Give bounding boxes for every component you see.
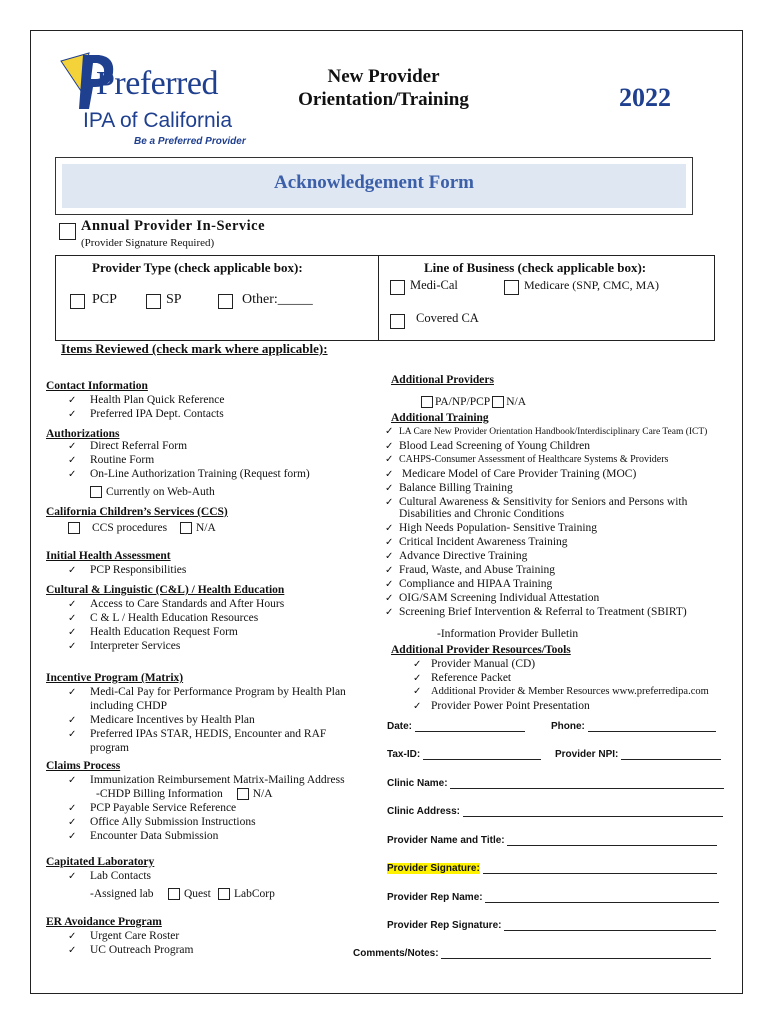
pa-checkbox[interactable] <box>421 396 433 408</box>
check-icon[interactable]: ✓ <box>385 497 394 508</box>
auth-item-1: Direct Referral Form <box>90 440 188 452</box>
other-label[interactable]: Other:_____ <box>242 292 313 307</box>
resources-title: Additional Provider Resources/Tools <box>391 644 571 656</box>
training-item-1: LA Care New Provider Orientation Handbook/Interdisciplinary Care Team (ICT) <box>399 427 708 437</box>
check-icon[interactable]: ✓ <box>413 659 422 670</box>
claims-item-1b: -CHDP Billing Information <box>96 788 223 800</box>
check-icon[interactable]: ✓ <box>385 523 394 534</box>
ccs-checkbox[interactable] <box>68 522 80 534</box>
incentive-item-3a: Preferred IPAs STAR, HEDIS, Encounter and RAF <box>90 728 327 740</box>
medicare-checkbox[interactable] <box>504 280 519 295</box>
comments-field[interactable]: Comments/Notes: <box>353 948 711 959</box>
claims-item-3: Office Ally Submission Instructions <box>90 816 256 828</box>
incentive-item-1b: including CHDP <box>90 700 167 712</box>
annual-label: Annual Provider In-Service <box>81 218 266 234</box>
cl-item-3: Health Education Request Form <box>90 626 238 638</box>
clinic-address-field[interactable]: Clinic Address: <box>387 806 723 817</box>
check-icon[interactable]: ✓ <box>68 945 77 956</box>
logo-brand: Preferred <box>96 65 218 102</box>
contact-title: Contact Information <box>46 380 148 392</box>
pa-label: PA/NP/PCP <box>435 396 491 408</box>
resource-item-2: Reference Packet <box>431 672 512 684</box>
check-icon[interactable]: ✓ <box>385 454 394 465</box>
training-item-7: High Needs Population- Sensitive Training <box>399 522 598 534</box>
training-item-10: Fraud, Waste, and Abuse Training <box>399 564 556 576</box>
provider-lob-box <box>55 255 715 341</box>
contact-item-2: Preferred IPA Dept. Contacts <box>90 408 224 420</box>
check-icon[interactable]: ✓ <box>385 593 394 604</box>
check-icon[interactable]: ✓ <box>68 455 77 466</box>
items-reviewed-heading: Items Reviewed (check mark where applicable): <box>61 341 328 356</box>
ccs-title: California Children’s Services (CCS) <box>46 506 228 518</box>
check-icon[interactable]: ✓ <box>68 871 77 882</box>
medical-label: Medi-Cal <box>410 278 458 292</box>
cl-item-2: C & L / Health Education Resources <box>90 612 259 624</box>
training-item-4: Medicare Model of Care Provider Training (MOC) <box>399 468 637 480</box>
check-icon[interactable]: ✓ <box>385 441 394 452</box>
training-item-8: Critical Incident Awareness Training <box>399 536 568 548</box>
pcp-label: PCP <box>92 292 117 307</box>
check-icon[interactable]: ✓ <box>68 627 77 638</box>
taxid-field[interactable]: Tax-ID: <box>387 749 541 760</box>
covered-checkbox[interactable] <box>390 314 405 329</box>
chdp-na-checkbox[interactable] <box>237 788 249 800</box>
sp-checkbox[interactable] <box>146 294 161 309</box>
training-item-13: Screening Brief Intervention & Referral to Treatment (SBIRT) <box>399 606 687 618</box>
claims-title: Claims Process <box>46 760 121 772</box>
resource-item-1: Provider Manual (CD) <box>431 658 536 670</box>
er-item-1: Urgent Care Roster <box>90 930 180 942</box>
auth-item-3: On-Line Authorization Training (Request form) <box>90 468 310 480</box>
annual-checkbox[interactable] <box>59 223 76 240</box>
npi-field[interactable]: Provider NPI: <box>555 749 721 760</box>
claims-item-4: Encounter Data Submission <box>90 830 219 842</box>
incentive-item-3b: program <box>90 742 129 754</box>
lab-labcorp: LabCorp <box>234 888 275 900</box>
training-item-12: OIG/SAM Screening Individual Attestation <box>399 592 600 604</box>
check-icon[interactable]: ✓ <box>68 831 77 842</box>
training-item-3: CAHPS-Consumer Assessment of Healthcare Systems & Providers <box>399 454 669 465</box>
phone-field[interactable]: Phone: <box>551 721 716 732</box>
cl-item-4: Interpreter Services <box>90 640 181 652</box>
provider-signature-field[interactable]: Provider Signature: <box>387 863 717 874</box>
date-field[interactable]: Date: <box>387 721 525 732</box>
rep-name-field[interactable]: Provider Rep Name: <box>387 892 719 903</box>
form-page <box>30 30 743 994</box>
check-icon[interactable]: ✓ <box>413 686 422 697</box>
ccs-na-checkbox[interactable] <box>180 522 192 534</box>
banner-box <box>55 157 693 215</box>
auth-item-2: Routine Form <box>90 454 155 466</box>
ccs-opt1: CCS procedures <box>92 522 168 534</box>
check-icon[interactable]: ✓ <box>68 599 77 610</box>
labcorp-checkbox[interactable] <box>218 888 230 900</box>
check-icon[interactable]: ✓ <box>385 607 394 618</box>
clinic-name-field[interactable]: Clinic Name: <box>387 778 724 789</box>
resource-item-4: Provider Power Point Presentation <box>431 700 590 712</box>
additional-training-title: Additional Training <box>391 412 489 424</box>
bulletin: -Information Provider Bulletin <box>437 628 579 640</box>
incentive-title: Incentive Program (Matrix) <box>46 672 184 684</box>
lab-assigned: -Assigned lab <box>90 888 154 900</box>
claims-item-1: Immunization Reimbursement Matrix-Mailing Address <box>90 774 345 786</box>
check-icon[interactable]: ✓ <box>413 673 422 684</box>
incentive-item-2: Medicare Incentives by Health Plan <box>90 714 255 726</box>
check-icon[interactable]: ✓ <box>68 687 77 698</box>
quest-checkbox[interactable] <box>168 888 180 900</box>
check-icon[interactable]: ✓ <box>385 469 394 480</box>
check-icon[interactable]: ✓ <box>68 613 77 624</box>
check-icon[interactable]: ✓ <box>413 701 422 712</box>
title-line-1: New Provider <box>327 66 440 87</box>
resource-item-3: Additional Provider & Member Resources www.preferredipa.com <box>431 686 709 697</box>
check-icon[interactable]: ✓ <box>385 483 394 494</box>
check-icon[interactable]: ✓ <box>385 579 394 590</box>
auth-title: Authorizations <box>46 428 120 440</box>
cl-item-1: Access to Care Standards and After Hours <box>90 598 285 610</box>
auth-sub: Currently on Web-Auth <box>106 486 215 498</box>
training-item-6b: Disabilities and Chronic Conditions <box>399 508 565 520</box>
training-item-2: Blood Lead Screening of Young Children <box>399 440 591 452</box>
logo <box>56 51 246 151</box>
banner-title: Acknowledgement Form <box>274 172 474 193</box>
check-icon[interactable]: ✓ <box>68 715 77 726</box>
check-icon[interactable]: ✓ <box>68 817 77 828</box>
claims-item-2: PCP Payable Service Reference <box>90 802 237 814</box>
check-icon[interactable]: ✓ <box>68 469 77 480</box>
lab-item-1: Lab Contacts <box>90 870 151 882</box>
training-item-6: Cultural Awareness & Sensitivity for Seniors and Persons with <box>399 496 688 508</box>
rep-signature-field[interactable]: Provider Rep Signature: <box>387 920 716 931</box>
annual-note: (Provider Signature Required) <box>81 237 215 249</box>
claims-item-1c: N/A <box>252 788 273 800</box>
training-item-11: Compliance and HIPAA Training <box>399 578 553 590</box>
medical-checkbox[interactable] <box>390 280 405 295</box>
lab-title: Capitated Laboratory <box>46 856 155 868</box>
training-item-9: Advance Directive Training <box>399 550 528 562</box>
iha-item-1: PCP Responsibilities <box>90 564 187 576</box>
covered-label: Covered CA <box>416 311 479 325</box>
lab-quest: Quest <box>184 888 211 900</box>
sp-label: SP <box>166 292 182 307</box>
check-icon[interactable]: ✓ <box>68 931 77 942</box>
ccs-opt2: N/A <box>196 522 216 534</box>
year: 2022 <box>619 83 671 112</box>
er-title: ER Avoidance Program <box>46 916 162 928</box>
contact-item-1: Health Plan Quick Reference <box>90 394 225 406</box>
er-item-2: UC Outreach Program <box>90 944 194 956</box>
cl-title: Cultural & Linguistic (C&L) / Health Education <box>46 584 285 596</box>
check-icon[interactable]: ✓ <box>68 565 77 576</box>
incentive-item-1a: Medi-Cal Pay for Performance Program by Health Plan <box>90 686 346 698</box>
pa-na-label: N/A <box>506 396 527 408</box>
check-icon[interactable]: ✓ <box>68 641 77 652</box>
title-line-2: Orientation/Training <box>298 89 469 110</box>
additional-providers-title: Additional Providers <box>391 374 494 386</box>
check-icon[interactable]: ✓ <box>385 426 394 437</box>
check-icon[interactable]: ✓ <box>385 537 394 548</box>
provider-type-heading: Provider Type (check applicable box): <box>92 260 303 275</box>
check-icon[interactable]: ✓ <box>68 409 77 420</box>
iha-title: Initial Health Assessment <box>46 550 171 562</box>
check-icon[interactable]: ✓ <box>68 803 77 814</box>
training-item-5: Balance Billing Training <box>399 482 513 494</box>
logo-sub: IPA of California <box>83 109 233 132</box>
check-icon[interactable]: ✓ <box>68 395 77 406</box>
web-auth-checkbox[interactable] <box>90 486 102 498</box>
check-icon[interactable]: ✓ <box>68 729 77 740</box>
medicare-label: Medicare (SNP, CMC, MA) <box>524 278 659 292</box>
other-checkbox[interactable] <box>218 294 233 309</box>
logo-tagline: Be a Preferred Provider <box>134 136 246 147</box>
check-icon[interactable]: ✓ <box>385 551 394 562</box>
check-icon[interactable]: ✓ <box>385 565 394 576</box>
lob-heading: Line of Business (check applicable box): <box>424 260 647 275</box>
check-icon[interactable]: ✓ <box>68 775 77 786</box>
pa-na-checkbox[interactable] <box>492 396 504 408</box>
pcp-checkbox[interactable] <box>70 294 85 309</box>
check-icon[interactable]: ✓ <box>68 441 77 452</box>
provider-name-field[interactable]: Provider Name and Title: <box>387 835 717 846</box>
